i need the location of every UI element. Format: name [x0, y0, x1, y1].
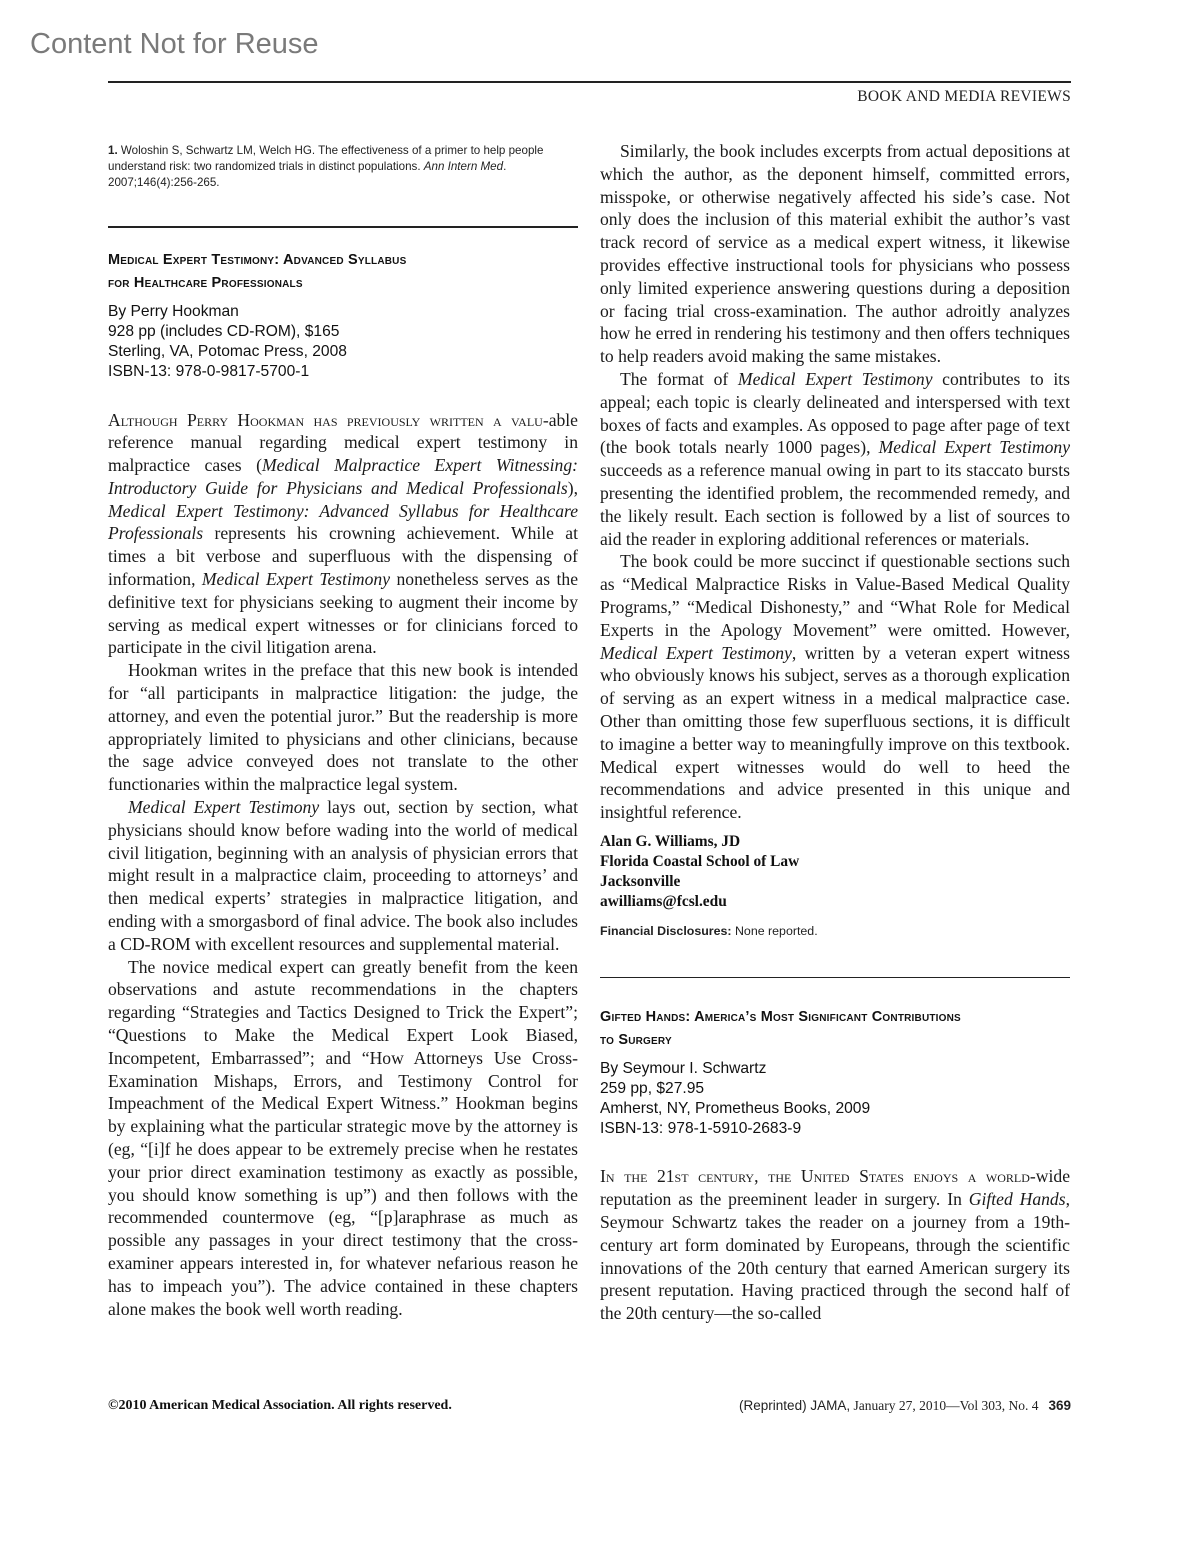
review1-paragraph	[600, 550, 1070, 824]
review1-paragraph: The novice medical expert can greatly benefit from the keen observations and astute recommendations in the chapters regarding “Strategies and Tactics Designed to Trick the Expert”; “Questions to Make the Medical Expert Look Biased, Incompetent, Embarrassed”; and “How Attorneys Use Cross-Examination Mishaps, Errors, and Testimony Control for Impeachment of the Medical Expert Witness.” Hookman begins by explaining what the particular strategic move by the attorney is (eg, “[i]f he does appear to be extremely precise when he restates your prior direct examination testimony as exactly as possible, you should know something is up”) and then follows with the recommended countermove (eg, “[p]araphrase as much as possible any passages in your direct testimony that the cross-examiner appears interested in, for whatever nefarious reason he has to impeach you”). The advice contained in these chapters alone makes the book well worth reading.	[108, 956, 578, 1319]
reviewer-email: awilliams@fcsl.edu	[600, 892, 727, 910]
disclosure-label: Financial Disclosures:	[600, 923, 732, 938]
review1-text: represents his crowning achievement. While at times a bit verbose and superfluous with the dispensing of information,	[108, 523, 578, 590]
footer-date-volume: January 27, 2010—Vol 303, No. 4	[850, 1398, 1039, 1413]
review1-isbn: ISBN-13: 978-0-9817-5700-1	[108, 362, 310, 380]
review2-author: By Seymour I. Schwartz	[600, 1060, 767, 1078]
review1-text: contributes to its appeal; each topic is clearly delineated and interspersed with text boxes of facts and examples. As opposed to page after page of text (the book totals nearly 1000 pages),	[600, 368, 1071, 458]
copyright-notice: ©2010 American Medical Association. All rights reserved.	[108, 1398, 452, 1413]
review2-body	[600, 1165, 1070, 1325]
review1-text: ),	[567, 477, 578, 498]
disclosure-text: None reported.	[731, 923, 818, 938]
reference-text: Woloshin S, Schwartz LM, Welch HG. The effectiveness of a primer to help people understand risk: two randomized trials in distinct populations.	[108, 144, 544, 173]
review2-isbn: ISBN-13: 978-1-5910-2683-9	[600, 1120, 802, 1138]
review1-title-line1: Medical Expert Testimony: Advanced Syllabus	[108, 251, 407, 268]
reference-citation: . 2007;146(4):256-265.	[108, 160, 507, 189]
review1-text: , written by a veteran expert witness who obviously knows his subject, serves as a thorough explication of serving as an expert witness in a medical malpractice case. Other than omitting those few superfluous sections, it is difficult to imagine a better way to meaningfully improve on this textbook. Medical expert witnesses would do well to heed the recommendations and advice presented in this unique and insightful reference.	[600, 642, 1070, 823]
review1-paragraph	[600, 368, 1070, 550]
page-number: 369	[1048, 1398, 1071, 1413]
review1-book-info	[108, 302, 578, 382]
review1-text: The book could be more succinct if questionable sections such as “Medical Malpractice Risks in Value-Based Medical Quality Programs,” “Medical Dishonesty,” and “What Role for Medical Experts in the Apology Movement” were omitted. However,	[600, 551, 1070, 640]
review2-paragraph	[600, 1165, 1070, 1325]
review1-lead-in: Although Perry Hookman has previously written a valu-	[108, 409, 549, 430]
section-divider	[600, 977, 1070, 979]
review1-pages-price: 928 pp (includes CD-ROM), $165	[108, 322, 340, 340]
right-column	[600, 140, 1070, 1325]
reference-journal: Ann Intern Med	[423, 160, 504, 173]
review1-paragraph	[108, 409, 578, 660]
reviewer-name: Alan G. Williams, JD	[600, 832, 741, 850]
book-title-italic: Medical Malpractice Expert Witnessing: Introductory Guide for Physicians and Medical Professionals	[108, 455, 578, 498]
review1-author: By Perry Hookman	[108, 302, 239, 320]
review1-title-line2: for Healthcare Professionals	[108, 274, 303, 291]
review2-title	[600, 1006, 1070, 1052]
review1-title	[108, 249, 578, 295]
section-label: BOOK AND MEDIA REVIEWS	[857, 88, 1071, 105]
book-title-italic: Medical Expert Testimony	[600, 642, 792, 663]
reviewer-city: Jacksonville	[600, 872, 681, 890]
footer-journal: (Reprinted) JAMA,	[739, 1398, 851, 1413]
review1-text: nonetheless serves as the definitive text for physicians seeking to augment their income by serving as medical expert witnesses or for clinicians forced to participate in the civil litigation arena.	[108, 569, 579, 658]
book-title-italic: Medical Expert Testimony	[878, 437, 1070, 458]
watermark: Content Not for Reuse	[30, 28, 319, 60]
review2-text: , Seymour Schwartz takes the reader on a journey from a 19th-century art form dominated by Europeans, through the scientific innovations of the 20th century that earned American surgery its present reputation. Having practiced through the second half of the 20th century—the so-called	[600, 1189, 1070, 1324]
review1-paragraph	[108, 796, 578, 956]
review2-title-line1: Gifted Hands: America’s Most Significant Contributions	[600, 1009, 961, 1026]
review1-body	[108, 409, 578, 1321]
page-footer	[739, 1398, 1071, 1414]
review2-pages-price: 259 pp, $27.95	[600, 1080, 705, 1098]
review2-publisher: Amherst, NY, Prometheus Books, 2009	[600, 1100, 871, 1118]
section-divider	[108, 226, 578, 228]
header-rule	[108, 81, 1071, 83]
review1-paragraph: Similarly, the book includes excerpts from actual depositions at which the author, as the deponent himself, committed errors, misspoke, or otherwise negatively affected his side’s case. Not only does the inclusion of this material exhibit the author’s vast track record of service as a medical expert witness, it likewise provides effective instructional tools for physicians who possess only limited experience answering questions during a deposition or facing trial cross-examination. The author adroitly analyzes how he erred in rendering his testimony and then offers techniques to help readers avoid making the same mistakes.	[600, 141, 1070, 367]
review1-text: lays out, section by section, what physicians should know before wading into the world of medical civil litigation, beginning with an analysis of physician errors that might result in a malpractice claim, proceeding to attorneys’ and then medical experts’ strategies in malpractice litigation, and ending with a smorgasbord of final advice. The book also includes a CD-ROM with excellent resources and supplemental material.	[108, 797, 578, 954]
book-title-italic: Medical Expert Testimony	[201, 569, 391, 590]
reference-entry	[108, 143, 578, 191]
review2-text: wide reputation as the preeminent leader in surgery. In	[600, 1166, 1070, 1210]
book-title-italic: Medical Expert Testimony	[128, 797, 320, 818]
review1-text: succeeds as a reference manual owing in part to its staccato bursts presenting the identified problem, the recommended remedy, and the likely result. Each section is followed by a list of sources to aid the reader in exploring additional references or materials.	[600, 460, 1070, 549]
review1-text: The format of	[620, 368, 738, 389]
review2-book-info	[600, 1059, 1070, 1139]
reviewer-signature	[600, 832, 1070, 912]
review1-body-continued	[600, 140, 1070, 824]
book-title-italic: Medical Expert Testimony	[737, 368, 933, 389]
reference-number: 1.	[108, 144, 118, 157]
book-title-italic: Medical Expert Testimony: Advanced Syllabus for Healthcare Professionals	[108, 500, 578, 544]
review2-lead-in: In the 21st century, the United States enjoys a world-	[600, 1166, 1036, 1187]
review1-paragraph: Hookman writes in the preface that this new book is intended for “all participants in malpractice litigation: the judge, the attorney, and even the potential juror.” But the readership is more appropriately limited to physicians and other clinicians, because the sage advice conveyed does not translate to the other functionaries within the malpractice legal system.	[108, 660, 578, 795]
left-column	[108, 140, 578, 1320]
review1-text: able reference manual regarding medical expert testimony in malpractice cases (	[108, 409, 578, 476]
review2-title-line2: to Surgery	[600, 1032, 672, 1049]
financial-disclosures	[600, 924, 1070, 938]
reviewer-organization: Florida Coastal School of Law	[600, 852, 800, 870]
book-title-italic: Gifted Hands	[968, 1189, 1066, 1210]
review1-publisher: Sterling, VA, Potomac Press, 2008	[108, 342, 347, 360]
